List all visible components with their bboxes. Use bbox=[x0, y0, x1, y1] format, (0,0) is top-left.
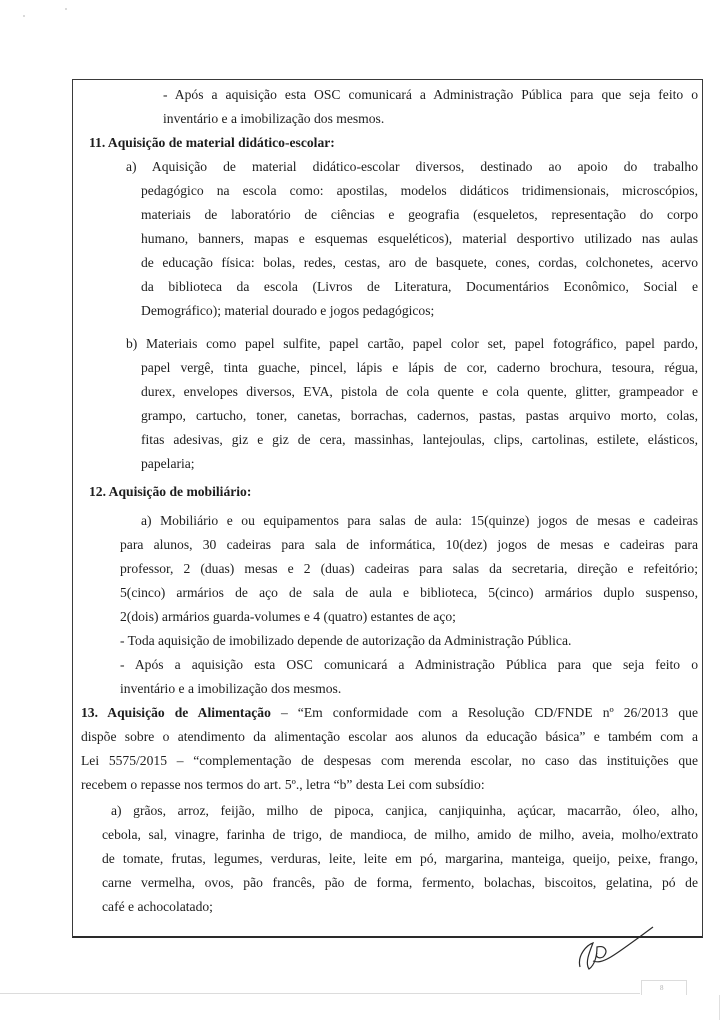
footer-rule bbox=[0, 993, 640, 994]
scan-speck bbox=[23, 15, 25, 17]
section-13-heading: 13. Aquisição de Alimentação bbox=[81, 705, 271, 720]
text-line: inventário e a imobilização dos mesmos. bbox=[120, 681, 342, 696]
text-line: pedagógico na escola como: apostilas, modelos didáticos tridimensionais, microscópios, bbox=[141, 183, 698, 198]
text-line: materiais de laboratório de ciências e geografia (esqueletos, representação do corpo bbox=[141, 207, 698, 222]
text-line: 2(dois) armários guarda-volumes e 4 (quatro) estantes de aço; bbox=[120, 609, 456, 624]
text-line: 5(cinco) armários de aço de sala de aula e biblioteca, 5(cinco) armários duplo suspenso, bbox=[120, 585, 698, 600]
text-line: carne vermelha, ovos, pão francês, pão de forma, fermento, bolachas, biscoitos, gelatina, pó de bbox=[102, 875, 698, 890]
page-number: 8 bbox=[660, 984, 664, 992]
text-line: cebola, sal, vinagre, farinha de trigo, de mandioca, de milho, amido de milho, aveia, molho/extrato bbox=[102, 827, 698, 842]
text-line: da biblioteca da escola (Livros de Literatura, Documentários Econômico, Social e bbox=[141, 279, 698, 294]
text-line: professor, 2 (duas) mesas e 2 (duas) cadeiras para salas da secretaria, direção e refeitório; bbox=[120, 561, 698, 576]
text-line: recebem o repasse nos termos do art. 5º., letra “b” desta Lei com subsídio: bbox=[81, 777, 485, 792]
text-line: b) Materiais como papel sulfite, papel cartão, papel color set, papel fotográfico, papel pardo, bbox=[126, 336, 698, 351]
text-line: - Após a aquisição esta OSC comunicará a Administração Pública para que seja feito o bbox=[163, 87, 698, 102]
scan-edge bbox=[719, 995, 720, 1020]
section-heading: 12. Aquisição de mobiliário: bbox=[89, 484, 252, 499]
text-line: humano, banners, mapas e esquemas esqueléticos), material desportivo utilizado nas aulas bbox=[141, 231, 698, 246]
text-line: inventário e a imobilização dos mesmos. bbox=[163, 111, 385, 126]
text-line: para alunos, 30 cadeiras para sala de informática, 10(dez) jogos de mesas e cadeiras para bbox=[120, 537, 698, 552]
text-line: papel vergê, tinta guache, pincel, lápis e lápis de cor, caderno brochura, tesoura, régua, bbox=[141, 360, 698, 375]
text-line: - Após a aquisição esta OSC comunicará a Administração Pública para que seja feito o bbox=[120, 657, 698, 672]
section-13-paragraph-start bbox=[81, 705, 698, 721]
signature-initials-icon bbox=[575, 925, 655, 975]
scan-speck bbox=[65, 8, 67, 10]
text-line: Lei 5575/2015 – “complementação de despesas com merenda escolar, no caso das instituições que bbox=[81, 753, 698, 768]
text-line: durex, envelopes diversos, EVA, pistola de cola quente e cola quente, glitter, grampeador e bbox=[141, 384, 698, 399]
text-line: fitas adesivas, giz e giz de cera, massinhas, lantejoulas, clips, cartolinas, estilete, elásticos, bbox=[141, 432, 698, 447]
text-line: dispõe sobre o atendimento da alimentação escolar aos alunos da educação básica” e também com a bbox=[81, 729, 698, 744]
text-line: papelaria; bbox=[141, 456, 195, 471]
text-line: - Toda aquisição de imobilizado depende de autorização da Administração Pública. bbox=[120, 633, 572, 648]
text-line: café e achocolatado; bbox=[102, 899, 213, 914]
page-number-tab bbox=[641, 980, 687, 995]
text-line: de educação física: bolas, redes, cestas, aro de basquete, cones, cordas, colchonetes, acervo bbox=[141, 255, 698, 270]
text-line: a) Aquisição de material didático-escolar diversos, destinado ao apoio do trabalho bbox=[126, 159, 698, 174]
text-line: a) grãos, arroz, feijão, milho de pipoca, canjica, canjiquinha, açúcar, macarrão, óleo, alho, bbox=[111, 803, 698, 818]
text-line: Demográfico); material dourado e jogos pedagógicos; bbox=[141, 303, 435, 318]
section-13-text: – “Em conformidade com a Resolução CD/FNDE nº 26/2013 que bbox=[270, 705, 698, 720]
section-heading: 11. Aquisição de material didático-escolar: bbox=[89, 135, 335, 150]
text-line: de tomate, frutas, legumes, verduras, leite, leite em pó, margarina, manteiga, queijo, peixe, frango, bbox=[102, 851, 698, 866]
text-line: a) Mobiliário e ou equipamentos para salas de aula: 15(quinze) jogos de mesas e cadeiras bbox=[141, 513, 698, 528]
text-line: grampo, cartucho, toner, canetas, borrachas, cadernos, pastas, pastas arquivo morto, colas, bbox=[141, 408, 698, 423]
